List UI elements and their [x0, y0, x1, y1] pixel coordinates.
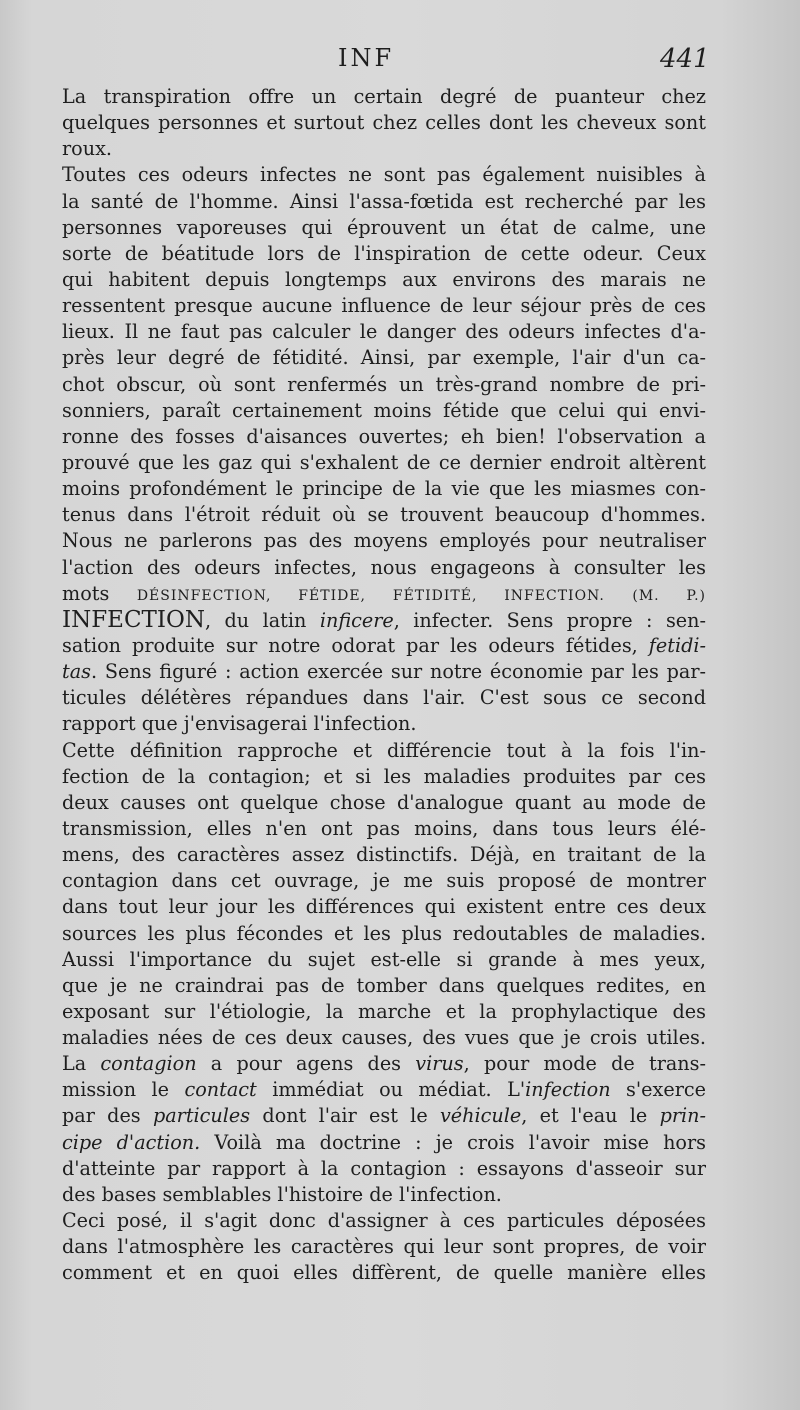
text-line: transmission, elles n'en ont pas moins, dans tous leurs élé-	[62, 816, 706, 840]
text-line: l'action des odeurs infectes, nous engageons à consulter les	[62, 555, 706, 579]
italic-term: contact	[184, 1078, 257, 1102]
text-line: que je ne craindrai pas de tomber dans quelques redites, en	[62, 973, 706, 997]
text-line: exposant sur l'étiologie, la marche et la prophylactique des	[62, 999, 706, 1023]
text-line: d'atteinte par rapport à la contagion : essayons d'asseoir sur	[62, 1156, 706, 1180]
entry-heading-line	[62, 607, 706, 633]
text-line: mens, des caractères assez distinctifs. Déjà, en traitant de la	[62, 843, 706, 867]
text-line: rapport que j'envisagerai l'infection.	[62, 712, 417, 736]
text-line: la santé de l'homme. Ainsi l'assa-fœtida est recherché par les	[62, 189, 706, 213]
text-fragment: , infecter. Sens propre : sen-	[393, 608, 706, 632]
text-fragment: a pour agens des	[210, 1052, 402, 1076]
text-fragment: , pour mode de trans-	[463, 1052, 706, 1076]
text-line: moins profondément le principe de la vie que les miasmes con-	[62, 477, 706, 501]
cross-reference-intro: mots	[62, 581, 110, 605]
running-title: INF	[338, 44, 395, 72]
cross-reference-terms: DÉSINFECTION, FÉTIDE, FÉTIDITÉ, INFECTION.	[136, 587, 605, 604]
text-line: chot obscur, où sont renfermés un très-grand nombre de pri-	[62, 372, 706, 396]
italic-term: véhicule	[439, 1104, 522, 1128]
italic-term: infection	[525, 1078, 611, 1102]
italic-term: prin-	[659, 1104, 706, 1128]
text-line	[62, 1051, 706, 1077]
text-line-cross-reference	[62, 581, 706, 607]
text-line: lieux. Il ne faut pas calculer le danger des odeurs infectes d'a-	[62, 320, 706, 344]
entry-headword: INFECTION	[62, 606, 205, 633]
text-fragment: sation produite sur notre odorat par les odeurs fétides,	[62, 633, 638, 657]
text-line	[62, 1103, 706, 1129]
text-fragment: s'exerce	[626, 1078, 706, 1102]
text-line: dans tout leur jour les différences qui existent entre ces deux	[62, 895, 706, 919]
text-line: quelques personnes et surtout chez celles dont les cheveux sont	[62, 111, 706, 135]
text-fragment: La	[62, 1052, 87, 1076]
text-line: qui habitent depuis longtemps aux environs des marais ne	[62, 267, 706, 291]
text-fragment: dont l'air est le	[262, 1104, 428, 1128]
latin-term: fetidi-	[648, 633, 706, 657]
italic-term: cipe d'action.	[62, 1130, 201, 1154]
text-line	[62, 633, 706, 659]
text-line: contagion dans cet ouvrage, je me suis proposé de montrer	[62, 869, 706, 893]
text-line	[62, 659, 706, 685]
text-fragment: , et l'eau le	[521, 1104, 648, 1128]
text-line: dans l'atmosphère les caractères qui leur sont propres, de voir	[62, 1235, 706, 1259]
text-fragment: . Sens figuré : action exercée sur notre économie par les par-	[91, 660, 706, 684]
author-initials: (M. P.)	[632, 587, 706, 604]
text-line: des bases semblables l'histoire de l'infection.	[62, 1182, 502, 1206]
text-line: Nous ne parlerons pas des moyens employés pour neutraliser	[62, 529, 706, 553]
text-line: personnes vaporeuses qui éprouvent un état de calme, une	[62, 215, 706, 239]
body-text	[62, 84, 706, 1286]
running-header	[0, 44, 800, 84]
text-line: ronne des fosses d'aisances ouvertes; eh bien! l'observation a	[62, 424, 706, 448]
text-line: tenus dans l'étroit réduit où se trouvent beaucoup d'hommes.	[62, 503, 706, 527]
text-line: Toutes ces odeurs infectes ne sont pas également nuisibles à	[62, 163, 706, 187]
text-line: sources les plus fécondes et les plus redoutables de maladies.	[62, 921, 706, 945]
text-line: ticules délétères répandues dans l'air. C'est sous ce second	[62, 686, 706, 710]
text-fragment: mission le	[62, 1078, 170, 1102]
latin-term: inficere	[319, 608, 394, 632]
text-line: prouvé que les gaz qui s'exhalent de ce dernier endroit altèrent	[62, 450, 706, 474]
text-line: sorte de béatitude lors de l'inspiration de cette odeur. Ceux	[62, 241, 706, 265]
text-line: comment et en quoi elles diffèrent, de quelle manière elles	[62, 1261, 706, 1285]
text-line: roux.	[62, 137, 113, 161]
text-line: fection de la contagion; et si les maladies produites par ces	[62, 764, 706, 788]
text-fragment: immédiat ou médiat. L'	[272, 1078, 526, 1102]
text-line: deux causes ont quelque chose d'analogue quant au mode de	[62, 790, 706, 814]
text-line: sonniers, paraît certainement moins fétide que celui qui envi-	[62, 398, 706, 422]
text-line: maladies nées de ces deux causes, des vues que je crois utiles.	[62, 1026, 706, 1050]
text-line: ressentent presque aucune influence de leur séjour près de ces	[62, 294, 706, 318]
text-line	[62, 1077, 706, 1103]
page-number: 441	[660, 44, 710, 74]
text-line: Aussi l'importance du sujet est-elle si grande à mes yeux,	[62, 947, 706, 971]
italic-term: particules	[152, 1104, 251, 1128]
text-fragment: , du latin	[204, 608, 307, 632]
italic-term: virus	[415, 1052, 464, 1076]
latin-term: tas	[62, 660, 91, 684]
text-line: Cette définition rapproche et différencie tout à la fois l'in-	[62, 738, 706, 762]
text-fragment: Voilà ma doctrine : je crois l'avoir mise hors	[214, 1130, 706, 1154]
text-line	[62, 1130, 706, 1156]
italic-term: contagion	[100, 1052, 197, 1076]
text-fragment: par des	[62, 1104, 141, 1128]
text-line: près leur degré de fétidité. Ainsi, par exemple, l'air d'un ca-	[62, 346, 706, 370]
text-line: La transpiration offre un certain degré de puanteur chez	[62, 85, 706, 108]
text-line: Ceci posé, il s'agit donc d'assigner à ces particules déposées	[62, 1209, 706, 1233]
